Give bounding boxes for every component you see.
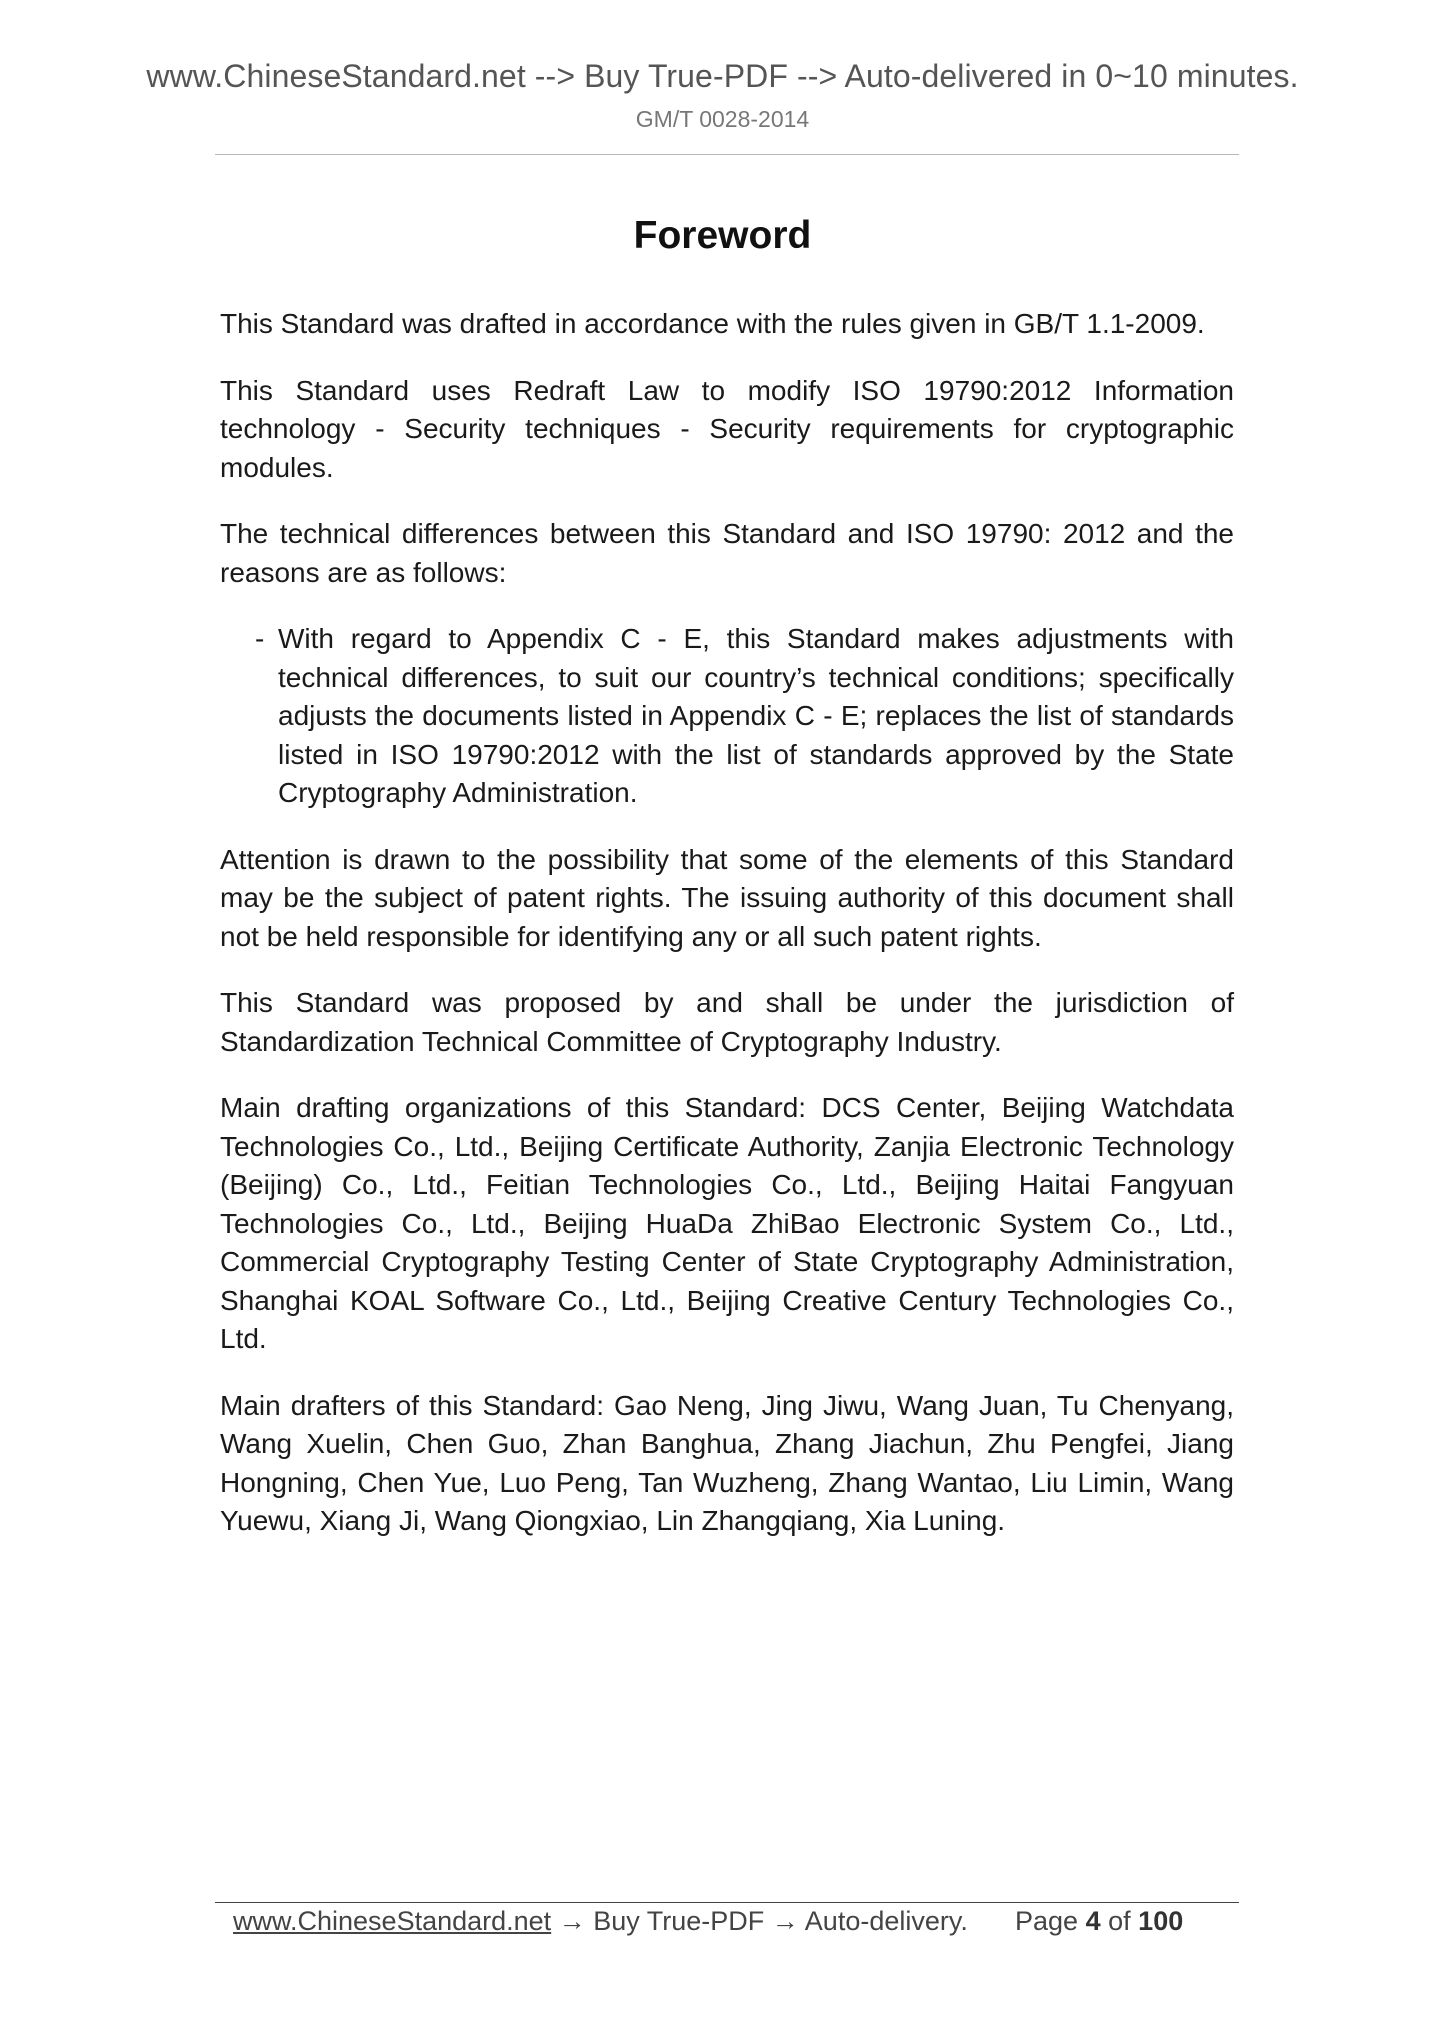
paragraph-drafters: Main drafters of this Standard: Gao Neng, Jing Jiwu, Wang Juan, Tu Chenyang, Wang Xuelin, Chen Guo, Zhan Banghua, Zhang Jiachun, Zhu Pengfei, Jiang Hongning, Chen Yue, Luo Peng, Tan Wuzheng, Zhang Wantao, Liu Limin, Wang Yuewu, Xiang Ji, Wang Qiongxiao, Lin Zhangqiang, Xia Luning. xyxy=(220,1389,1234,1536)
bullet-text: With regard to Appendix C - E, this Standard makes adjustments with technical differences, to suit our country’s technical conditions; specifically adjusts the documents listed in Appendix C - E; replaces the list of standards listed in ISO 19790:2012 with the list of standards approved by the State Cryptography Administration. xyxy=(278,623,1234,808)
paragraph-jurisdiction: This Standard was proposed by and shall be under the jurisdiction of Standardization Technical Committee of Cryptography Industry. xyxy=(220,987,1234,1057)
arrow-right-icon: → xyxy=(558,1906,586,1936)
standard-code: GM/T 0028-2014 xyxy=(635,106,810,132)
list-item-appendix-adjustments xyxy=(220,620,1234,813)
page-current: 4 xyxy=(1085,1906,1101,1936)
paragraph-patent-rights: Attention is drawn to the possibility that some of the elements of this Standard may be the subject of patent rights. The issuing authority of this document shall not be held responsible for identifying any or all such patent rights. xyxy=(220,843,1234,952)
foreword-body xyxy=(220,305,1234,1569)
footer-delivery-text: Auto-delivery. xyxy=(804,1906,968,1936)
arrow-right-icon: → xyxy=(771,1906,799,1936)
paragraph-redraft-law: This Standard uses Redraft Law to modify ISO 19790:2012 Information technology - Security techniques - Security requirements for cryptographic modules. xyxy=(220,374,1234,483)
page-label: Page xyxy=(1015,1906,1079,1936)
bullet-dash: - xyxy=(255,623,265,654)
page-indicator xyxy=(1015,1906,1183,1937)
top-banner: www.ChineseStandard.net --> Buy True-PDF --> Auto-delivered in 0~10 minutes. xyxy=(146,58,1299,94)
page-title: Foreword xyxy=(633,214,812,257)
footer-site-link[interactable]: www.ChineseStandard.net xyxy=(233,1906,552,1936)
page-total: 100 xyxy=(1138,1906,1184,1936)
paragraph-drafting-rules: This Standard was drafted in accordance with the rules given in GB/T 1.1-2009. xyxy=(220,308,1205,339)
paragraph-technical-differences: The technical differences between this Standard and ISO 19790: 2012 and the reasons are as follows: xyxy=(220,518,1234,588)
footer-buy-text: Buy True-PDF xyxy=(593,1906,765,1936)
page-of: of xyxy=(1108,1906,1131,1936)
header-divider xyxy=(215,154,1239,155)
footer-divider xyxy=(215,1902,1239,1903)
footer xyxy=(233,1906,1233,1937)
paragraph-drafting-organizations: Main drafting organizations of this Standard: DCS Center, Beijing Watchdata Technologies Co., Ltd., Beijing Certificate Authority, Zanjia Electronic Technology (Beijing) Co., Ltd., Feitian Technologies Co., Ltd., Beijing Haitai Fangyuan Technologies Co., Ltd., Beijing HuaDa ZhiBao Electronic System Co., Ltd., Commercial Cryptography Testing Center of State Cryptography Administration, Shanghai KOAL Software Co., Ltd., Beijing Creative Century Technologies Co., Ltd. xyxy=(220,1092,1234,1354)
